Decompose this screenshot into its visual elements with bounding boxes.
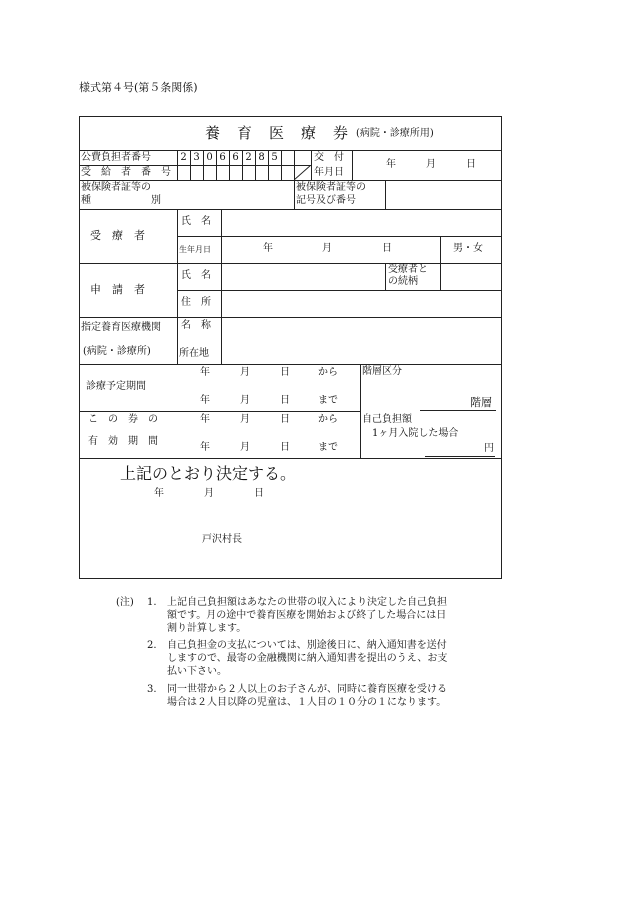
issue-date-label: 年月日 [314,167,344,178]
insured-type-label-2: 種 別 [81,195,161,206]
note-line: 払い下さい。 [167,666,227,677]
institution-label: 指定養育医療機関 [81,322,161,333]
payer-digit: 6 [232,152,239,163]
validity-end-date: 年 月 日 [200,442,290,453]
period-to: まで [318,395,338,406]
note-line: 同一世帯から２人以上のお子さんが、同時に養育医療を受ける [167,684,447,695]
copay-label: 自己負担額 [362,414,412,425]
institution-name-label: 名 称 [181,320,211,331]
copay-sub: 1ヶ月入院した場合 [372,428,459,439]
validity-label-2: 有 効 期 間 [88,436,158,447]
note-number: 3. [147,684,157,695]
note-line: しますので、最寄の金融機関に納入通知書を提出のうえ、お支 [167,653,448,664]
applicant-address-label: 住 所 [181,297,211,308]
insured-symbol-label-2: 記号及び番号 [296,195,356,206]
applicant-label: 申 請 者 [90,283,145,296]
institution-address-label: 所在地 [179,348,209,359]
payer-digit: 3 [193,152,200,163]
relation-label-2: の続柄 [388,276,418,287]
issue-date: 年 月 日 [386,159,476,170]
copay-unit: 円 [484,443,494,454]
birth-day: 日 [382,243,392,254]
form-title: 養 育 医 療 券 [205,124,350,142]
notes-prefix: (注) [116,597,134,608]
payer-digit: 2 [180,152,187,163]
decision-text: 上記のとおり決定する。 [120,464,297,483]
recipient-number-label: 受 給 者 番 号 [81,167,171,178]
note-line: 場合は２人目以降の児童は、１人目の１０分の１になります。 [167,697,447,708]
period-from: から [318,367,338,378]
form-subtitle: (病院・診療所用) [356,128,434,139]
public-payer-label: 公費負担者番号 [81,152,151,163]
payer-digit: 5 [271,152,278,163]
tier-label: 階層区分 [362,366,402,377]
payer-digit: 2 [245,152,252,163]
insured-type-label: 被保険者証等の [81,182,151,193]
note-line: 割り計算します。 [167,623,247,634]
patient-label: 受 療 者 [90,229,145,242]
validity-from: から [318,414,338,425]
patient-name-label: 氏 名 [181,216,211,227]
institution-label-2: (病院・診療所) [83,346,151,357]
issue-label: 交 付 [314,152,344,163]
insured-symbol-label: 被保険者証等の [296,182,366,193]
validity-start-date: 年 月 日 [200,414,290,425]
note-line: 自己負担金の支払については、別途後日に、納入通知書を送付 [167,640,447,651]
applicant-name-label: 氏 名 [181,270,211,281]
note-number: 1. [147,597,157,608]
signer: 戸沢村長 [202,534,242,545]
sex-choice: 男・女 [453,243,483,254]
tier-unit: 階層 [470,396,492,409]
patient-birth-label: 生年月日 [179,245,211,254]
form-number: 様式第４号(第５条関係) [79,81,198,94]
note-number: 2. [147,640,157,651]
note-line: 上記自己負担額はあなたの世帯の収入により決定した自己負担 [167,597,447,608]
payer-digit: 0 [206,152,213,163]
decision-date: 年 月 日 [154,488,264,499]
note-line: 額です。月の途中で養育医療を開始および終了した場合には日 [167,610,447,621]
period-end-date: 年 月 日 [200,395,290,406]
validity-to: まで [318,442,338,453]
birth-year: 年 [263,243,273,254]
birth-month: 月 [322,243,332,254]
validity-label: こ の 券 の [88,414,158,425]
slash-mark [294,165,311,180]
payer-digit: 6 [219,152,226,163]
period-label: 診療予定期間 [86,381,146,392]
payer-digit: 8 [258,152,265,163]
relation-label: 受療者と [388,264,428,275]
period-start-date: 年 月 日 [200,367,290,378]
